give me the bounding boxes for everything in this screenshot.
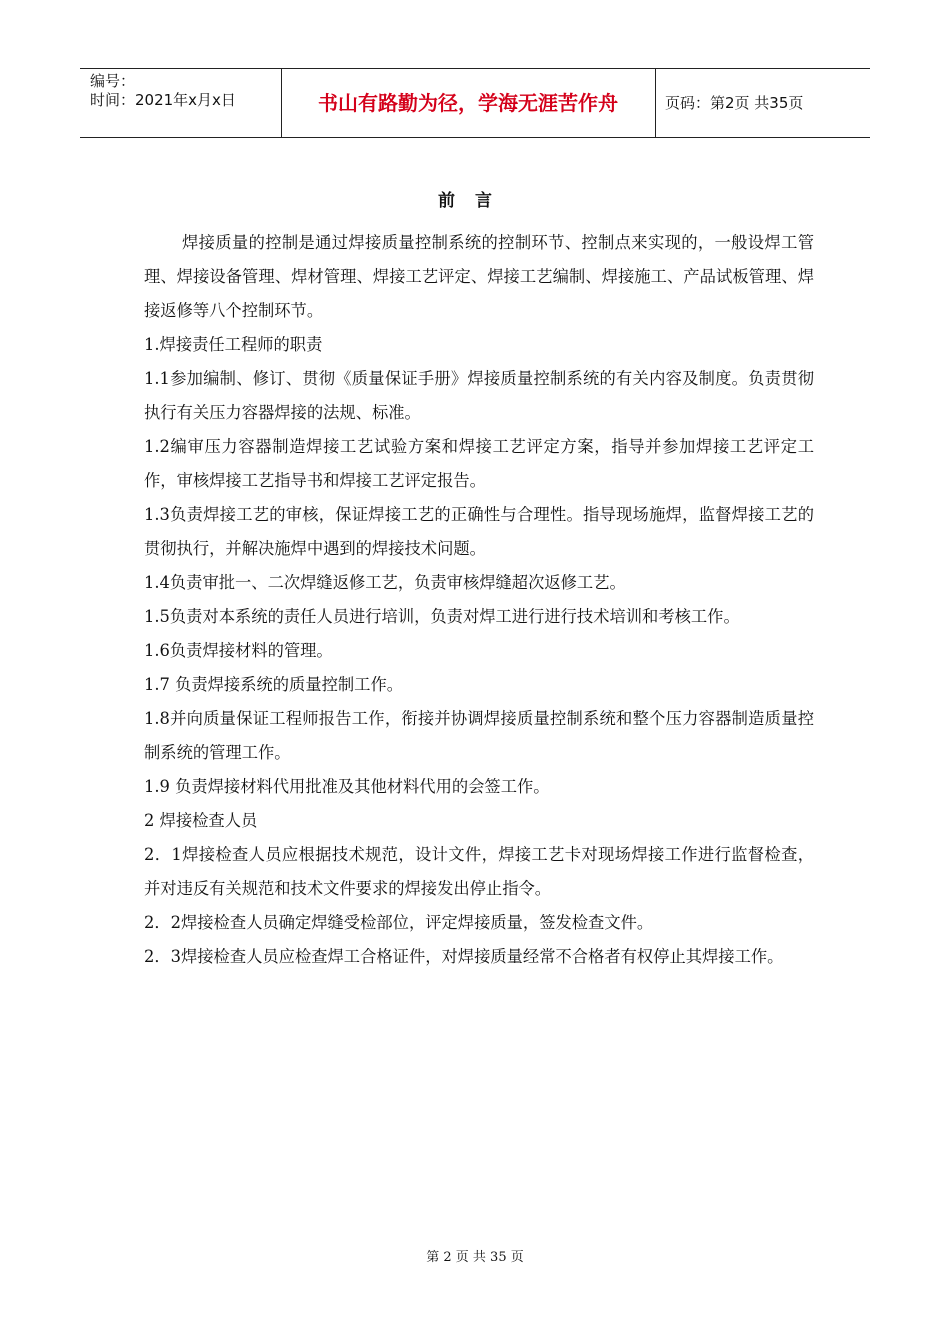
header-divider bbox=[655, 69, 656, 137]
clause-paragraph: 2．3焊接检查人员应检查焊工合格证件，对焊接质量经常不合格者有权停止其焊接工作。 bbox=[144, 947, 784, 966]
clause-paragraph: 1.5负责对本系统的责任人员进行培训，负责对焊工进行进行技术培训和考核工作。 bbox=[144, 607, 740, 626]
clause-paragraph: 1.9 负责焊接材料代用批准及其他材料代用的会签工作。 bbox=[144, 777, 550, 796]
clause-paragraph: 1.1参加编制、修订、贯彻《质量保证手册》焊接质量控制系统的有关内容及制度。负责贯彻执行有关压力容器焊接的法规、标准。 bbox=[144, 369, 814, 422]
document-body bbox=[144, 226, 814, 974]
clause-paragraph: 1.8并向质量保证工程师报告工作，衔接并协调焊接质量控制系统和整个压力容器制造质量控制系统的管理工作。 bbox=[144, 709, 814, 762]
document-number-label: 编号： bbox=[90, 72, 136, 90]
header-meta bbox=[90, 72, 236, 110]
clause-paragraph: 1.3负责焊接工艺的审核，保证焊接工艺的正确性与合理性。指导现场施焊，监督焊接工艺的贯彻执行，并解决施焊中遇到的焊接技术问题。 bbox=[144, 505, 814, 558]
clause-paragraph: 1.2编审压力容器制造焊接工艺试验方案和焊接工艺评定方案，指导并参加焊接工艺评定工作，审核焊接工艺指导书和焊接工艺评定报告。 bbox=[144, 437, 814, 490]
clause-paragraph: 1.7 负责焊接系统的质量控制工作。 bbox=[144, 675, 404, 694]
section-heading: 2 焊接检查人员 bbox=[144, 811, 258, 830]
section-heading: 1.焊接责任工程师的职责 bbox=[144, 335, 323, 354]
clause-paragraph: 1.4负责审批一、二次焊缝返修工艺，负责审核焊缝超次返修工艺。 bbox=[144, 573, 626, 592]
page-footer: 第 2 页 共 35 页 bbox=[426, 1250, 524, 1265]
clause-paragraph: 2．1焊接检查人员应根据技术规范，设计文件，焊接工艺卡对现场焊接工作进行监督检查，并对违反有关规范和技术文件要求的焊接发出停止指令。 bbox=[144, 845, 814, 898]
document-date: 时间：2021年x月x日 bbox=[90, 91, 236, 109]
intro-paragraph: 焊接质量的控制是通过焊接质量控制系统的控制环节、控制点来实现的，一般设焊工管理、焊接设备管理、焊材管理、焊接工艺评定、焊接工艺编制、焊接施工、产品试板管理、焊接返修等八个控制环节。 bbox=[144, 233, 814, 320]
header-page-info: 页码：第2页 共35页 bbox=[665, 94, 804, 112]
page-header bbox=[80, 68, 870, 138]
header-motto: 书山有路勤为径，学海无涯苦作舟 bbox=[318, 91, 618, 115]
clause-paragraph: 2．2焊接检查人员确定焊缝受检部位，评定焊接质量，签发检查文件。 bbox=[144, 913, 654, 932]
clause-paragraph: 1.6负责焊接材料的管理。 bbox=[144, 641, 333, 660]
page-title: 前言 bbox=[438, 191, 512, 211]
